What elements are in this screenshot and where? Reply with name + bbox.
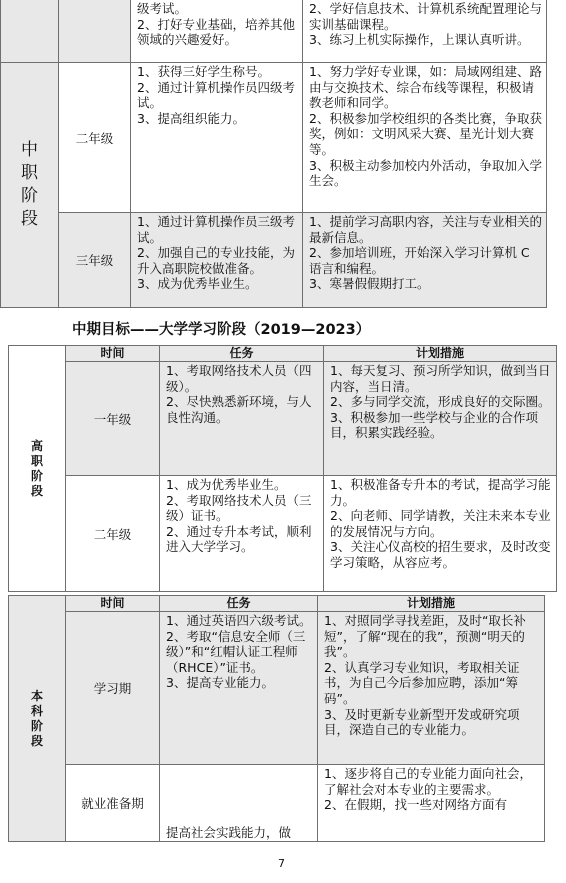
stage-char: 阶	[21, 186, 38, 206]
stage-cell-empty	[1, 0, 59, 63]
measure-line: 2、积极参加学校组织的各类比赛，争取获奖，例如：文明风采大赛、星光计划大赛等。	[309, 110, 542, 157]
task-line: 2、通过计算机操作员四级考试。	[137, 79, 295, 111]
grade-label: 一年级	[66, 362, 160, 476]
measure-line: 2、多与同学交流，形成良好的交际圈。	[330, 394, 551, 410]
header-task: 任务	[160, 346, 324, 362]
task-cell	[160, 612, 318, 765]
measure-line: 1、努力学好专业课，如：局域网组建、路由与交换技术、综合布线等课程，积极请教老师和同学。	[309, 64, 542, 111]
measure-line: 3、寒暑假假期打工。	[309, 276, 430, 292]
stage-char: 段	[30, 733, 43, 748]
grade-cell-empty	[59, 0, 131, 63]
measure-cell	[318, 765, 545, 842]
stage-char: 高	[30, 438, 43, 453]
header-measure: 计划措施	[318, 596, 545, 612]
measure-line: 2、参加培训班，开始深入学习计算机 C 语言和编程。	[309, 245, 530, 276]
measure-line: 3、关注心仪高校的招生要求，及时改变学习策略，从容应考。	[330, 539, 551, 570]
task-line: 3、提高组织能力。	[137, 110, 245, 126]
measure-cell	[324, 362, 557, 476]
measure-line: 1、每天复习、预习所学知识，做到当日内容，当日清。	[330, 363, 551, 394]
stage-label-vocational	[9, 346, 66, 592]
section-heading: 中期目标——大学学习阶段（2019—2023）	[72, 322, 371, 338]
grade-label: 三年级	[59, 213, 131, 308]
task-cell	[160, 476, 324, 592]
task-line: 1、通过计算机操作员三级考试。	[137, 214, 295, 245]
grade-label: 学习期	[66, 612, 160, 765]
measure-line: 2、学好信息技术、计算机系统配置理论与实训基础课程。	[309, 1, 542, 32]
task-cell	[160, 362, 324, 476]
task-line: 级考试。	[137, 1, 188, 16]
grade-label: 二年级	[59, 63, 131, 213]
measure-line: 1、逐步将自己的专业能力面向社会，了解社会对本专业的主要需求。	[324, 766, 532, 797]
measure-cell	[303, 63, 547, 213]
task-cell	[131, 63, 303, 213]
measure-line: 1、对照同学寻找差距，及时“取长补短”，了解“现在的我”，预测“明天的我”。	[324, 613, 526, 660]
measure-cell	[318, 612, 545, 765]
task-cell	[160, 765, 318, 842]
measure-line: 3、练习上机实际操作，上课认真听讲。	[309, 32, 530, 48]
task-line: 2、加强自己的专业技能，为升入高职院校做准备。	[137, 245, 295, 276]
task-line: 3、提高专业能力。	[166, 675, 274, 691]
header-task: 任务	[160, 596, 318, 612]
stage-char: 科	[30, 703, 43, 718]
secondary-stage-table	[0, 0, 547, 308]
stage-char: 阶	[30, 468, 43, 483]
stage-char: 职	[30, 453, 43, 468]
stage-label-undergraduate	[9, 596, 66, 842]
stage-char: 段	[30, 483, 43, 498]
measure-cell	[324, 476, 557, 592]
task-line: 1、获得三好学生称号。	[137, 64, 270, 79]
measure-line: 1、提前学习高职内容，关注与专业相关的最新信息。	[309, 214, 542, 245]
grade-label: 二年级	[66, 476, 160, 592]
measure-line: 3、积极参加一些学校与企业的合作项目，积累实践经验。	[330, 409, 538, 441]
measure-line: 2、在假期，找一些对网络方面有	[324, 797, 507, 813]
measure-line: 1、积极准备专升本的考试，提高学习能力。	[330, 477, 551, 508]
page-number: 7	[278, 857, 285, 870]
grade-label: 就业准备期	[66, 765, 160, 842]
stage-char: 职	[21, 163, 38, 183]
stage-char: 阶	[30, 718, 43, 733]
measure-line: 3、积极主动参加校内外活动，争取加入学生会。	[309, 157, 542, 189]
task-line: 1、考取网络技术人员（四级）。	[166, 363, 312, 394]
task-line: 2、打好专业基础，培养其他领域的兴趣爱好。	[137, 16, 295, 48]
vocational-stage-table	[8, 345, 557, 592]
task-line: 1、通过英语四六级考试。	[166, 613, 312, 628]
stage-char: 段	[21, 209, 38, 229]
task-line: 2、考取网络技术人员（三级）证书。	[166, 492, 312, 524]
task-line: 提高社会实践能力，做	[166, 825, 292, 841]
task-line: 2、考取“信息安全师（三级）”和“红帽认证工程师（RHCE）”证书。	[166, 628, 306, 675]
task-line: 2、通过专升本考试，顺利进入大学学习。	[166, 523, 312, 555]
task-line: 3、成为优秀毕业生。	[137, 276, 258, 292]
task-line: 1、成为优秀毕业生。	[166, 477, 287, 492]
measure-cell	[303, 213, 547, 308]
measure-cell	[303, 0, 547, 63]
task-cell	[131, 213, 303, 308]
measure-line: 2、认真学习专业知识，考取相关证书，为自己今后参加应聘，添加“筹码”。	[324, 659, 520, 706]
task-line: 2、尽快熟悉新环境，与人良性沟通。	[166, 394, 312, 425]
header-time: 时间	[66, 346, 160, 362]
stage-label-secondary	[1, 63, 59, 308]
stage-char: 中	[21, 140, 38, 160]
measure-line: 2、向老师、同学请教，关注未来本专业的发展情况与方向。	[330, 508, 551, 539]
task-cell	[131, 0, 303, 63]
header-measure: 计划措施	[324, 346, 557, 362]
stage-char: 本	[30, 688, 43, 703]
header-time: 时间	[66, 596, 160, 612]
measure-line: 3、及时更新专业新型开发或研究项目，深造自己的专业能力。	[324, 706, 520, 738]
undergraduate-stage-table	[8, 595, 545, 842]
